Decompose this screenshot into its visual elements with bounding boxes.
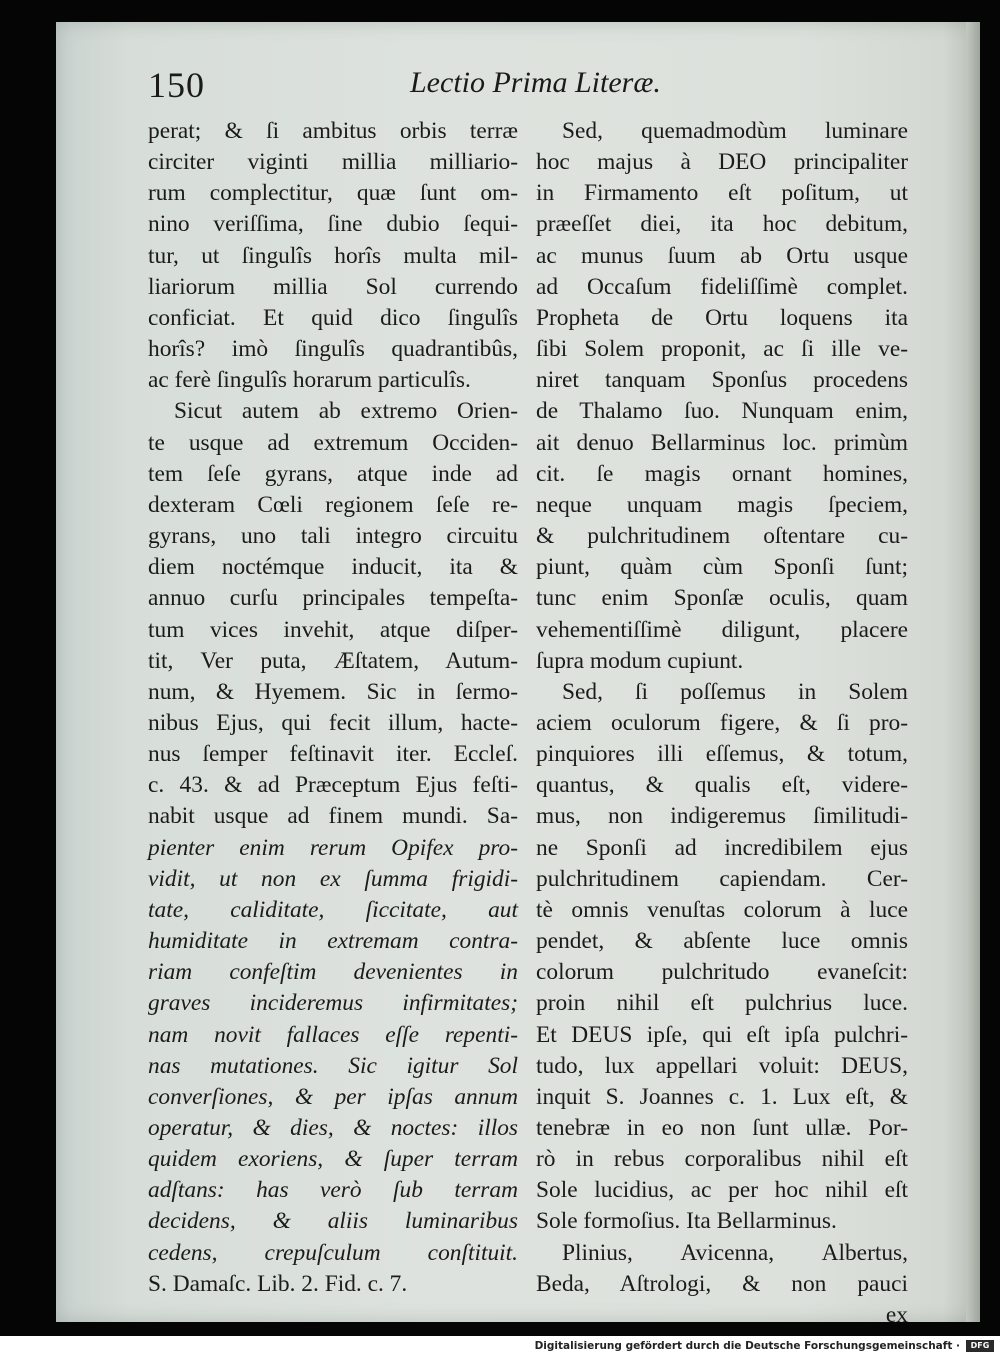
- right-column-line: inquit S. Joannes c. 1. Lux eſt, &: [536, 1083, 908, 1110]
- right-column-line: in Firmamento eſt poſitum, ut: [536, 180, 908, 207]
- right-column-line: mus, non indigeremus ſimilitudi-: [536, 803, 908, 830]
- left-column-line: graves incideremus infirmitates;: [148, 990, 518, 1017]
- funding-credit: Digitalisierung gefördert durch die Deutsche Forschungsgemeinschaft ·: [534, 1340, 960, 1352]
- right-column-line: tè omnis venuſtas colorum à luce: [536, 896, 908, 923]
- left-column-line: pienter enim rerum Opifex pro-: [148, 834, 518, 861]
- right-column-line: quantus, & qualis eſt, videre-: [536, 772, 908, 799]
- right-column-line: colorum pulchritudo evaneſcit:: [536, 959, 908, 986]
- right-column-line: Sed, ſi poſſemus in Solem: [562, 678, 908, 705]
- left-column-line: cedens, crepuſculum conſtituit.: [148, 1239, 518, 1266]
- right-column-line: pulchritudinem capiendam. Cer-: [536, 865, 908, 892]
- right-column-line: ex: [885, 1301, 908, 1328]
- right-column-line: pendet, & abſente luce omnis: [536, 928, 908, 955]
- right-column-line: Sole formoſius. Ita Bellarminus.: [536, 1208, 837, 1235]
- left-column-line: annuo curſu principales tempeſta-: [148, 585, 518, 612]
- left-column-line: te usque ad extremum Occiden-: [148, 429, 518, 456]
- right-column-line: aciem oculorum figere, & ſi pro-: [536, 709, 908, 736]
- left-column-line: nam novit fallaces eſſe repenti-: [148, 1021, 518, 1048]
- right-column-line: præeſſet diei, ita hoc debitum,: [536, 211, 908, 238]
- right-column-line: Et DEUS ipſe, qui eſt ipſa pulchri-: [536, 1021, 908, 1048]
- right-column-line: Sole lucidius, ac per hoc nihil eſt: [536, 1177, 908, 1204]
- left-column-line: Sicut autem ab extremo Orien-: [174, 398, 518, 425]
- left-column-line: circiter viginti millia milliario-: [148, 149, 518, 176]
- left-column-line: diem noctémque inducit, ita &: [148, 554, 518, 581]
- left-column-line: c. 43. & ad Præceptum Ejus feſti-: [148, 772, 518, 799]
- right-column-line: proin nihil eſt pulchrius luce.: [536, 990, 908, 1017]
- right-column-line: Propheta de Ortu loquens ita: [536, 304, 908, 331]
- page-number: 150: [148, 65, 205, 105]
- left-column-line: converſiones, & per ipſas annum: [148, 1083, 518, 1110]
- right-column-line: ſibi Solem proponit, ac ſi ille ve-: [536, 336, 908, 363]
- right-column-line: niret tanquam Sponſus procedens: [536, 367, 908, 394]
- right-column-line: & pulchritudinem oſtentare cu-: [536, 523, 908, 550]
- right-column-line: ad Occaſum fideliſſimè complet.: [536, 273, 908, 300]
- left-column-line: tate, caliditate, ſiccitate, aut: [148, 896, 518, 923]
- right-column-line: Plinius, Avicenna, Albertus,: [562, 1239, 908, 1266]
- right-column-line: vehementiſſimè diligunt, placere: [536, 616, 908, 643]
- running-title: Lectio Prima Literæ.: [410, 66, 661, 99]
- left-column-line: vidit, ut non ex ſumma frigidi-: [148, 865, 518, 892]
- right-column-line: hoc majus à DEO principaliter: [536, 149, 908, 176]
- left-column-line: horîs? imò ſingulîs quadrantibûs,: [148, 336, 518, 363]
- right-column-line: piunt, quàm cùm Sponſi ſunt;: [536, 554, 908, 581]
- left-column-line: rum complectitur, quæ ſunt om-: [148, 180, 518, 207]
- right-column-line: ſupra modum cupiunt.: [536, 647, 744, 674]
- dfg-logo: DFG: [966, 1340, 994, 1352]
- left-column-line: liariorum millia Sol currendo: [148, 273, 518, 300]
- left-column-line: decidens, & aliis luminaribus: [148, 1208, 518, 1235]
- left-column-line: perat; & ſi ambitus orbis terræ: [148, 118, 518, 144]
- right-column-line: cit. ſe magis ornant homines,: [536, 460, 908, 487]
- right-column-line: ac munus ſuum ab Ortu usque: [536, 242, 908, 269]
- left-column-line: dexteram Cœli regionem ſeſe re-: [148, 491, 518, 518]
- left-column-line: num, & Hyemem. Sic in ſermo-: [148, 678, 518, 705]
- left-text-column: [148, 116, 518, 1300]
- left-column-line: quidem exoriens, & ſuper terram: [148, 1146, 518, 1173]
- left-column-line: S. Damaſc. Lib. 2. Fid. c. 7.: [148, 1270, 408, 1297]
- left-column-line: humiditate in extremam contra-: [148, 928, 518, 955]
- right-column-line: neque unquam magis ſpeciem,: [536, 491, 908, 518]
- right-column-line: ne Sponſi ad incredibilem ejus: [536, 834, 908, 861]
- right-column-line: de Thalamo ſuo. Nunquam enim,: [536, 398, 908, 425]
- left-column-line: ac ferè ſingulîs horarum particulîs.: [148, 367, 471, 394]
- left-column-line: conficiat. Et quid dico ſingulîs: [148, 304, 518, 331]
- left-column-line: operatur, & dies, & noctes: illos: [148, 1115, 518, 1141]
- page-header: [148, 64, 748, 114]
- right-column-line: rò in rebus corporalibus nihil eſt: [536, 1146, 908, 1173]
- left-column-line: gyrans, uno tali integro circuitu: [148, 523, 518, 550]
- right-column-line: Sed, quemadmodùm luminare: [562, 118, 908, 144]
- left-column-line: tit, Ver puta, Æſtatem, Autum-: [148, 647, 518, 674]
- left-column-line: nus ſemper feſtinavit iter. Eccleſ.: [148, 741, 518, 768]
- right-column-line: Beda, Aſtrologi, & non pauci: [536, 1270, 908, 1297]
- left-column-line: tum vices invehit, atque diſper-: [148, 616, 518, 643]
- left-column-line: tur, ut ſingulîs horîs multa mil-: [148, 242, 518, 269]
- footer-bar: [0, 1336, 1000, 1356]
- right-column-line: pinquiores illi eſſemus, & totum,: [536, 741, 908, 768]
- left-column-line: nabit usque ad finem mundi. Sa-: [148, 803, 518, 830]
- right-column-line: tudo, lux appellari voluit: DEUS,: [536, 1052, 908, 1079]
- left-column-line: tem ſeſe gyrans, atque inde ad: [148, 460, 518, 487]
- left-column-line: nino veriſſima, ſine dubio ſequi-: [148, 211, 518, 238]
- left-column-line: nibus Ejus, qui fecit illum, hacte-: [148, 709, 518, 736]
- right-column-line: ait denuo Bellarminus loc. primùm: [536, 429, 908, 456]
- right-text-column: [536, 116, 908, 1331]
- right-column-line: tunc enim Sponſæ oculis, quam: [536, 585, 908, 612]
- left-column-line: riam confeſtim devenientes in: [148, 959, 518, 986]
- left-column-line: nas mutationes. Sic igitur Sol: [148, 1052, 518, 1079]
- right-column-line: tenebræ in eo non ſunt ullæ. Por-: [536, 1115, 908, 1141]
- page-edge: [966, 22, 980, 1322]
- left-column-line: adſtans: has verò ſub terram: [148, 1177, 518, 1204]
